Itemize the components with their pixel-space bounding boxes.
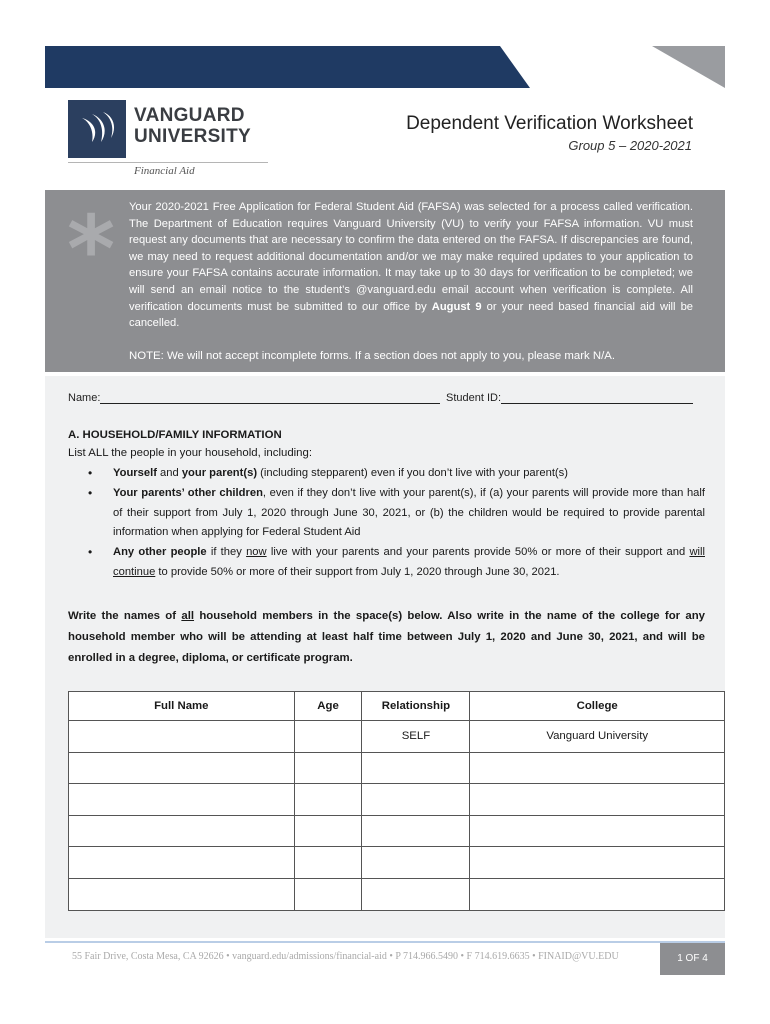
table-row: [69, 815, 725, 847]
cell-age[interactable]: [294, 878, 362, 910]
footer-divider: [45, 941, 725, 943]
notice-text: [129, 199, 693, 332]
household-table: [68, 691, 725, 911]
list-item: [68, 464, 705, 484]
instructions: [68, 606, 705, 669]
cell-college[interactable]: [470, 784, 725, 816]
table-row: [69, 847, 725, 879]
cell-name[interactable]: [69, 784, 295, 816]
cell-name[interactable]: [69, 752, 295, 784]
student-id-field[interactable]: [501, 392, 693, 404]
page-number: 1 OF 4: [660, 943, 725, 975]
bullet-icon: •: [88, 485, 93, 500]
cell-name[interactable]: [69, 721, 295, 753]
list-item: [68, 543, 705, 583]
table-row: [69, 721, 725, 753]
name-field[interactable]: [100, 392, 440, 404]
bullet2-bold: Your parents’ other children: [113, 486, 263, 499]
header-age: Age: [294, 692, 362, 721]
bullet1-bold2: your parent(s): [181, 467, 258, 479]
cell-relationship[interactable]: [362, 878, 470, 910]
table-row: [69, 784, 725, 816]
cell-name[interactable]: [69, 815, 295, 847]
page-title: Dependent Verification Worksheet: [406, 113, 693, 134]
cell-college[interactable]: [470, 847, 725, 879]
bullet3-mid: live with your parents and your parents provide 50% or more of their support and: [270, 546, 686, 559]
university-logo: [68, 100, 268, 182]
header-relationship: Relationship: [362, 692, 470, 721]
bullet3-rest: to provide 50% or more of their support from July 1, 2020 through June 30, 2021.: [158, 565, 560, 578]
section-title: A. HOUSEHOLD/FAMILY INFORMATION: [68, 429, 282, 441]
bullet3-bold: Any other people: [113, 546, 207, 559]
household-criteria-list: [68, 464, 705, 583]
bullet2-rest: , even if they don’t live with your parent(s), if (a) your parents will provide more than half of their support from July 1, 2020 through June 30, 2021, or (b) the children would be required to provide parental information when applying for Federal Student Aid: [113, 486, 705, 539]
logo-department: Financial Aid: [134, 165, 195, 177]
table-header-row: [69, 692, 725, 721]
header-banner: [45, 46, 530, 88]
cell-age[interactable]: [294, 784, 362, 816]
verification-notice: [45, 190, 725, 372]
cell-relationship[interactable]: [362, 752, 470, 784]
logo-divider: [68, 162, 268, 163]
bullet3-if: if they: [210, 546, 242, 559]
bullet3-now: now: [246, 546, 267, 559]
instructions-2: household members in the space(s) below. Also write in the name of the college for any household member who will be attending at least half time between July 1, 2020 and June 30, 2021, and will be enrolled in a degree, diploma, or certificate program.: [68, 610, 706, 664]
cell-relationship[interactable]: [362, 815, 470, 847]
cell-college[interactable]: Vanguard University: [470, 721, 725, 753]
notice-body-2: or your need based financial aid will be cancelled.: [129, 300, 694, 330]
section-intro: List ALL the people in your household, including:: [68, 447, 313, 459]
cell-relationship[interactable]: SELF: [362, 721, 470, 753]
bullet1-bold1: Yourself: [113, 467, 157, 479]
header-college: College: [470, 692, 725, 721]
student-id-row: [446, 392, 693, 404]
instructions-all: all: [181, 610, 195, 622]
cell-college[interactable]: [470, 878, 725, 910]
bullet3-continue: will continue: [113, 546, 705, 578]
bullet-icon: •: [88, 466, 93, 480]
table-row: [69, 878, 725, 910]
list-item: [68, 484, 705, 543]
header-full-name: Full Name: [69, 692, 295, 721]
asterisk-icon: *: [67, 196, 116, 303]
cell-relationship[interactable]: [362, 847, 470, 879]
notice-body-1: Your 2020-2021 Free Application for Federal Student Aid (FAFSA) was selected for a process called verification. The Department of Education requires Vanguard University (VU) to verify your FAFSA information. VU must request any documents that are necessary to confirm the data entered on the FAFSA. If discrepancies are found, we may need to request additional documentation and/or we may make required updates to your application to ensure your FAFSA contains accurate information. It may take up to 30 days for verification to be completed; we will send an email notice to the student’s @vanguard.edu email account when verification is complete. All verification documents must be submitted to our office by: [129, 201, 693, 313]
notice-deadline: August 9: [431, 300, 482, 313]
cell-age[interactable]: [294, 721, 362, 753]
name-label: Name:: [68, 392, 101, 404]
cell-age[interactable]: [294, 847, 362, 879]
notice-note: NOTE: We will not accept incomplete forms. If a section does not apply to you, please mark N/A.: [129, 350, 616, 362]
name-row: [68, 392, 440, 404]
footer-address: 55 Fair Drive, Costa Mesa, CA 92626 • vanguard.edu/admissions/financial-aid • P 714.966.5490 • F 714.619.6635 • FINAID@VU.EDU: [72, 951, 619, 962]
cell-relationship[interactable]: [362, 784, 470, 816]
instructions-1: Write the names of: [68, 610, 177, 622]
student-id-label: Student ID:: [446, 392, 502, 404]
logo-mark-icon: [68, 100, 126, 158]
corner-decoration: [652, 46, 725, 88]
cell-college[interactable]: [470, 815, 725, 847]
table-row: [69, 752, 725, 784]
cell-age[interactable]: [294, 815, 362, 847]
bullet1-rest: (including stepparent) even if you don’t live with your parent(s): [260, 467, 568, 479]
cell-name[interactable]: [69, 878, 295, 910]
logo-text: VANGUARD UNIVERSITY: [134, 105, 252, 147]
cell-college[interactable]: [470, 752, 725, 784]
page-subtitle: Group 5 – 2020-2021: [568, 138, 692, 153]
bullet-icon: •: [88, 545, 93, 560]
bullet1-and: and: [160, 467, 179, 479]
cell-name[interactable]: [69, 847, 295, 879]
cell-age[interactable]: [294, 752, 362, 784]
